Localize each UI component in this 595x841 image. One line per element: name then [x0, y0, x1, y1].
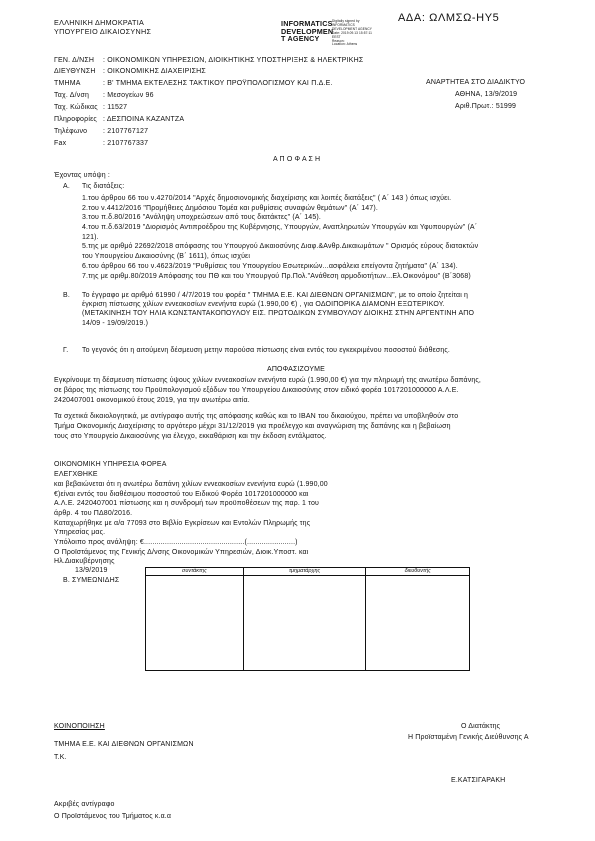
- finance-line: Καταχωρήθηκε με α/α 77093 στο Βιβλίο Εγκρίσεων και Εντολών Πληρωμής της: [54, 520, 311, 527]
- section-b-line: Το έγγραφο με αριθμό 61990 / 4/7/2019 του φορέα " ΤΜΗΜΑ Ε.Ε. ΚΑΙ ΔΙΕΘΝΩΝ ΟΡΓΑΝΙΣΜΩΝ", με το οποίο ζητείται η: [82, 292, 469, 299]
- finance-line: άρθρ. 4 του ΠΔ80/2016.: [54, 510, 133, 517]
- decision-line: 2420407001 οικονομικού έτους 2019, για την ανωτέρω αιτία.: [54, 397, 250, 404]
- note-line: Τα σχετικά δικαιολογητικά, με αντίγραφο αυτής της απόφασης καθώς και το ΙΒΑΝ του δικαιούχου, πρέπει να υποβληθούν στο: [54, 413, 459, 420]
- signature-cell: [243, 576, 366, 671]
- agency-name: INFORMATICS DEVELOPMEN T AGENCY: [281, 19, 334, 44]
- decision-line: Εγκρίνουμε τη δέσμευση πίστωσης ύψους χιλίων εννεακοσίων ενενήντα ευρώ (1.990,00 €) για την πληρωμή της ανωτέρω δαπάνης,: [54, 377, 482, 384]
- finance-line: €)είναι εντός του διαθέσιμου ποσοστού του Ειδικού Φορέα 1017201000000 και: [54, 491, 309, 498]
- finance-line: Ο Προϊστάμενος της Γενικής Δ/νσης Οικονομικών Υπηρεσιών, Διοικ.Υποστ. και: [54, 549, 309, 556]
- notify-tk: Τ.Κ.: [54, 754, 67, 761]
- ministry-name: ΥΠΟΥΡΓΕΙΟ ΔΙΚΑΙΟΣΥΝΗΣ: [54, 27, 152, 36]
- list-item: 5.της με αριθμό 22692/2018 απόφασης του Υπουργού Δικαιοσύνης Διαφ.&Ανθρ.Δικαιωμάτων " Ορισμός εύρους διατακτών: [82, 243, 479, 250]
- decision-line: σε βάρος της πίστωσης του Προϋπολογισμού εξόδων του Υπουργείου Δικαιοσύνης στον ειδικό φορέα 1017201000000 Α.Λ.Ε.: [54, 387, 459, 394]
- note-line: Τμήμα Οικονομικής Διαχείρισης το αργότερο μέχρι 31/12/2019 για προέλεγχο και αναγνώριση της δαπάνης και η βεβαίωση: [54, 423, 451, 430]
- list-item: 1.του άρθρου 66 του ν.4270/2014 "Αρχές δημοσιονομικής διαχείρισης και λοιπές διατάξεις" ( Α΄ 143 ) όπως ισχύει.: [82, 195, 452, 202]
- section-b-line: 14/09 - 19/09/2019.): [82, 320, 149, 327]
- list-item: 2.του ν.4412/2016 "Προμήθειες Δημόσιου Τομέα και ρυθμίσεις συναφών θεμάτων" (Α΄ 147).: [82, 205, 378, 212]
- finance-line: και βεβαιώνεται ότι η ανωτέρω δαπάνη χιλίων εννεακοσίων ενενήντα ευρώ (1.990,00: [54, 481, 328, 488]
- section-c-marker: Γ.: [63, 347, 69, 354]
- document-date: ΑΘΗΝΑ, 13/9/2019: [455, 91, 518, 98]
- finance-date: 13/9/2019: [75, 567, 108, 574]
- finance-line: Α.Λ.Ε. 2420407001 πίστωσης και η συνδρομή των προϋποθέσεων της παρ. 1 του: [54, 500, 320, 507]
- section-head: Ο Προϊστάμενος του Τμήματος κ.α.α: [54, 813, 172, 820]
- notification-heading: ΚΟΙΝΟΠΟΙΗΣΗ: [54, 723, 105, 730]
- signature-details: Digitally signed by INFORMATICS DEVELOPMENT AGENCY Date: 2019.09.13 15:57:11 EEST Reason: Location: Athens: [332, 19, 373, 47]
- signature-cell: [366, 576, 470, 671]
- authorizer-title: Η Προϊσταμένη Γενικής Διεύθυνσης Α: [408, 734, 529, 741]
- section-a-marker: Α.: [63, 183, 70, 190]
- state-name: ΕΛΛΗΝΙΚΗ ΔΗΜΟΚΡΑΤΙΑ: [54, 18, 145, 27]
- signature-cell: [146, 576, 244, 671]
- finance-title: ΟΙΚΟΝΟΜΙΚΗ ΥΠΗΡΕΣΙΑ ΦΟΡΕΑ: [54, 461, 167, 468]
- list-item: 3.του π.δ.80/2016 "Ανάληψη υποχρεώσεων από τους διατάκτες" (Α΄ 145).: [82, 214, 321, 221]
- notify-recipient: ΤΜΗΜΑ Ε.Ε. ΚΑΙ ΔΙΕΘΝΩΝ ΟΡΓΑΝΙΣΜΩΝ: [54, 741, 194, 748]
- list-item: 6.του άρθρου 66 του ν.4623/2019 "Ρυθμίσεις του Υπουργείου Εσωτερικών...ασφάλεια επείγοντα ζητήματα" (Α΄ 134).: [82, 263, 458, 270]
- section-b-line: (ΜΕΤΑΚΙΝΗΣΗ ΤΟΥ ΗΛΙΑ ΚΩΝΣΤΑΝΤΑΚΟΠΟΥΛΟΥ ΕΙΣ. ΠΡΩΤΟΔΙΚΩΝ ΣΥΜΒΟΥΛΟΥ ΔΙΟΙΚΗΣ ΣΤΗΝ ΑΡΓΕΝΤΙΝΗ ΑΠΟ: [82, 310, 475, 317]
- finance-signature: Β. ΣΥΜΕΩΝΙΔΗΣ: [63, 577, 120, 584]
- list-item: 7.της με αριθμ.80/2019 Απόφασης του ΠΘ και του Υπουργού Πρ.Πολ."Ανάθεση αρμοδιοτήτων...Ελ.Οικονόμου" (Β΄3068): [82, 273, 471, 280]
- finance-line: Υπηρεσίας μας.: [54, 529, 106, 536]
- finance-line: Ηλ.Διακυβέρνησης: [54, 558, 115, 565]
- protocol-number: Αριθ.Πρωτ.: 51999: [455, 103, 517, 110]
- table-row: [146, 576, 470, 671]
- section-a-title: Τις διατάξεις:: [82, 183, 125, 190]
- decision-title: Α Π Ο Φ Α Σ Η: [273, 156, 321, 163]
- list-item: 4.του π.δ.63/2019 "Διορισμός Αντιπροέδρου της Κυβέρνησης, Υπουργών, Αναπληρωτών Υπουργών και Υφυπουργών" (Α΄: [82, 224, 478, 231]
- section-b-line: έγκριση πίστωσης χιλίων εννεακοσίων ενενήντα ευρώ (1.990,00 €) , για ΟΔΟΙΠΟΡΙΚΑ ΔΙΑΜΟΝΗ ΕΞΩΤΕΡΙΚΟΥ.: [82, 301, 445, 308]
- list-item: 121).: [82, 234, 99, 241]
- finance-checked: ΕΛΕΓΧΘΗΚΕ: [54, 471, 98, 478]
- finance-line: Υπόλοιπο προς ανάληψη: €................................................(.......................): [54, 539, 298, 546]
- note-line: τους στο Υπουργείο Δικαιοσύνης για έλεγχο, εκκαθάριση και την έκδοση εντάλματος.: [54, 433, 327, 440]
- internet-post-label: ΑΝΑΡΤΗΤΕΑ ΣΤΟ ΔΙΑΔΙΚΤΥΟ: [426, 79, 526, 86]
- list-item: του Υπουργείου Δικαιοσύνης (Β΄ 1611), όπως ισχύει: [82, 253, 251, 260]
- we-decide-heading: ΑΠΟΦΑΣΙΖΟΥΜΕ: [267, 366, 325, 373]
- authorizer-name: Ε.ΚΑΤΣΙΓΑΡΑΚΗ: [451, 777, 506, 784]
- table-header-head-of-section: τμηματάρχης: [243, 568, 366, 576]
- section-c-text: Το γεγονός ότι η αιτούμενη δέσμευση μετην παρούσα πίστωσης είναι εντός του εγκεκριμένου ποσοστού διάθεσης.: [82, 347, 451, 354]
- certified-copy: Ακριβές αντίγραφο: [54, 801, 115, 808]
- ada-code: ΑΔΑ: ΩΛΜΣΩ-ΗΥ5: [398, 12, 500, 24]
- having-regard: Έχοντας υπόψη :: [54, 172, 110, 179]
- signature-table: [145, 567, 470, 671]
- table-header-row: [146, 568, 470, 576]
- authorizer-label: Ο Διατάκτης: [461, 723, 501, 730]
- section-b-marker: Β.: [63, 292, 70, 299]
- table-header-author: συντάκτης: [146, 568, 244, 576]
- table-header-director: διευθυντής: [366, 568, 470, 576]
